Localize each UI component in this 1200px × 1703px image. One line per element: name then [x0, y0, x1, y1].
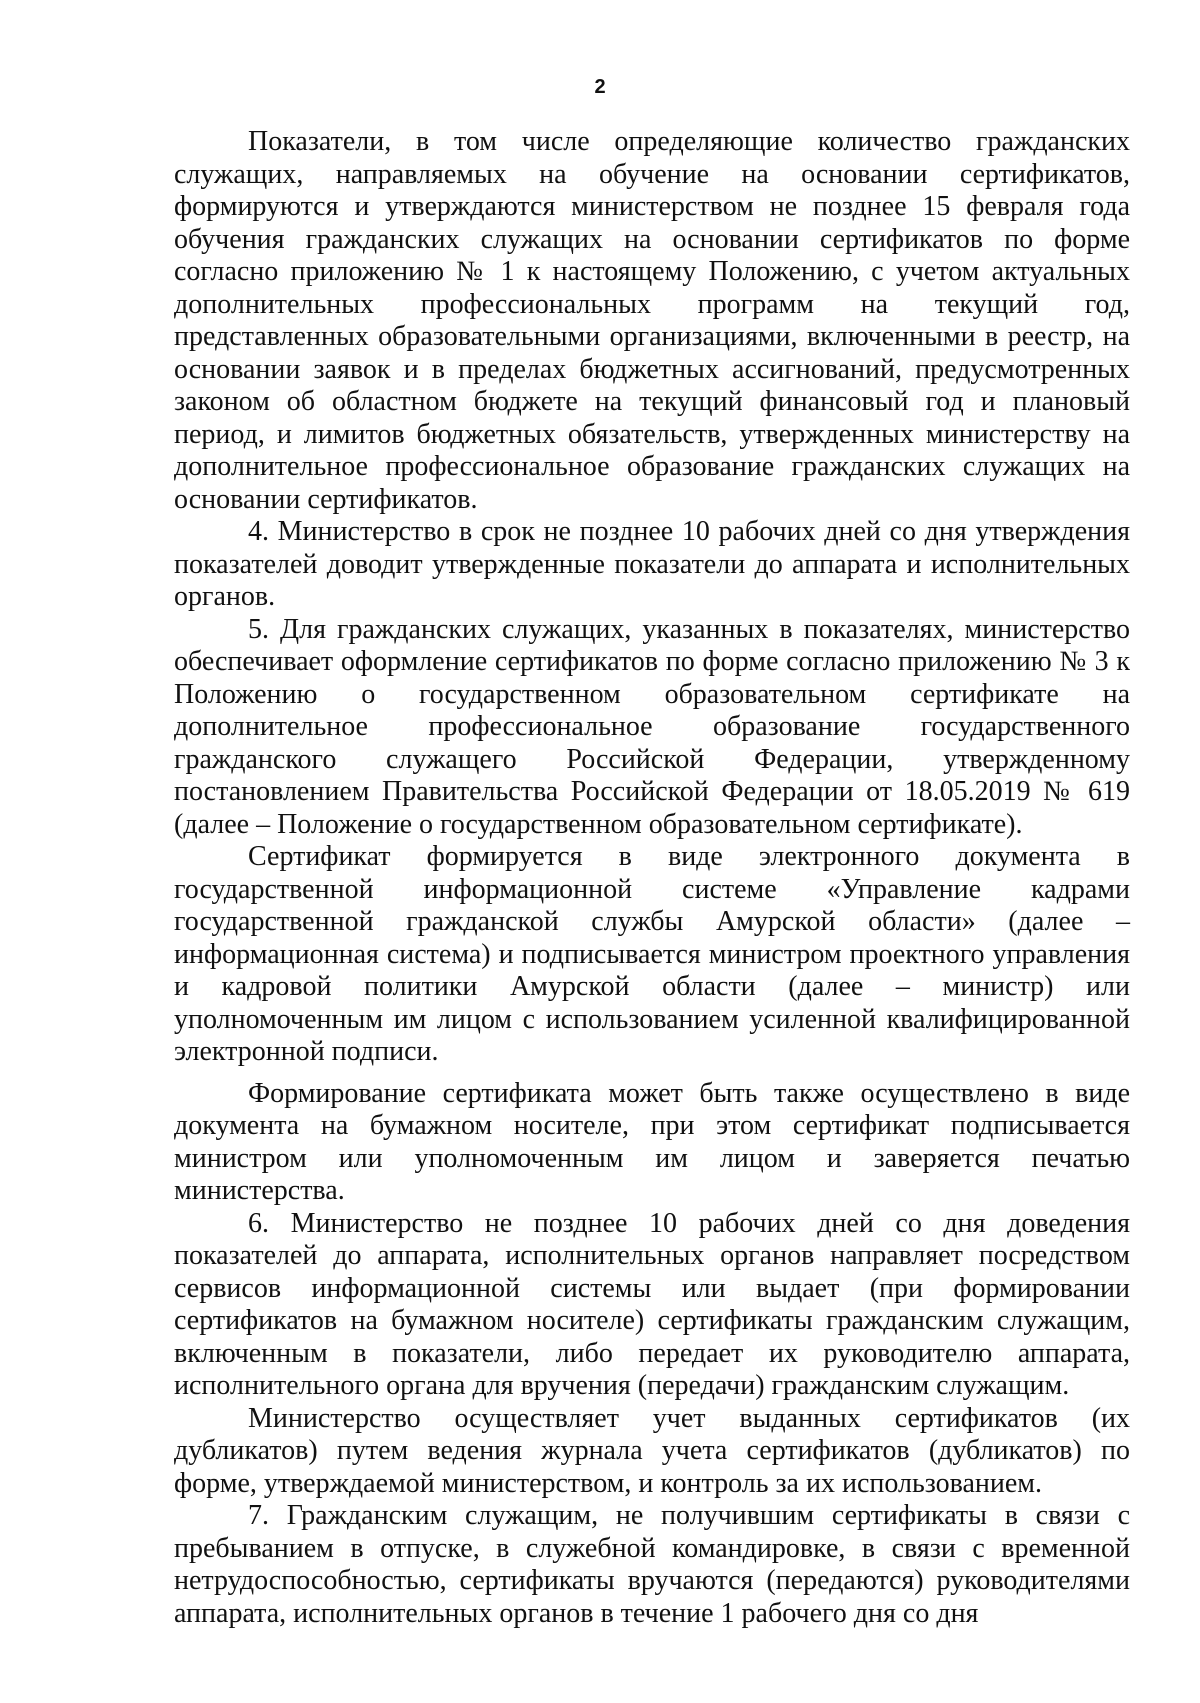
paragraph-item-7: 7. Гражданским служащим, не получившим сертификаты в связи с пребыванием в отпуске, в служебной командировке, в связи с временной нетрудоспособностью, сертификаты вручаются (передаются) руководителями аппарата, исполнительных органов в течение 1 рабочего дня со дня	[174, 1500, 1130, 1629]
paragraph-item-6: 6. Министерство не позднее 10 рабочих дней со дня доведения показателей до аппарата, исполнительных органов направляет посредством сервисов информационной системы или выдает (при формировании сертификатов на бумажном носителе) сертификаты гражданским служащим, включенным в показатели, либо передает их руководителю аппарата, исполнительного органа для вручения (передачи) гражданским служащим.	[174, 1207, 1130, 1401]
paragraph-indicators: Показатели, в том числе определяющие количество гражданских служащих, направляемых на обучение на основании сертификатов, формируются и утверждаются министерством не позднее 15 февраля года обучения гражданских служащих на основании сертификатов по форме согласно приложению № 1 к настоящему Положению, с учетом актуальных дополнительных профессиональных программ на текущий год, представленных образовательными организациями, включенными в реестр, на основании заявок и в пределах бюджетных ассигнований, предусмотренных законом об областном бюджете на текущий финансовый год и плановый период, и лимитов бюджетных обязательств, утвержденных министерству на дополнительное профессиональное образование гражданских служащих на основании сертификатов.	[174, 126, 1130, 515]
paragraph-certificate-accounting: Министерство осуществляет учет выданных сертификатов (их дубликатов) путем ведения журнала учета сертификатов (дубликатов) по форме, утверждаемой министерством, и контроль за их использованием.	[174, 1402, 1130, 1499]
paragraph-item-5: 5. Для гражданских служащих, указанных в показателях, министерство обеспечивает оформление сертификатов по форме согласно приложению № 3 к Положению о государственном образовательном сертификате на дополнительное профессиональное образование государственного гражданского служащего Российской Федерации, утвержденному постановлением Правительства Российской Федерации от 18.05.2019 № 619 (далее – Положение о государственном образовательном сертификате).	[174, 613, 1130, 840]
document-body	[174, 126, 1130, 1630]
page-number: 2	[594, 76, 606, 98]
paragraph-item-4: 4. Министерство в срок не позднее 10 рабочих дней со дня утверждения показателей доводит утвержденные показатели до аппарата и исполнительных органов.	[174, 516, 1130, 612]
paragraph-certificate-electronic: Сертификат формируется в виде электронного документа в государственной информационной системе «Управление кадрами государственной гражданской службы Амурской области» (далее – информационная система) и подписывается министром проектного управления и кадровой политики Амурской области (далее – министр) или уполномоченным им лицом с использованием усиленной квалифицированной электронной подписи.	[174, 841, 1130, 1067]
paragraph-certificate-paper: Формирование сертификата может быть также осуществлено в виде документа на бумажном носителе, при этом сертификат подписывается министром или уполномоченным им лицом и заверяется печатью министерства.	[174, 1077, 1130, 1206]
